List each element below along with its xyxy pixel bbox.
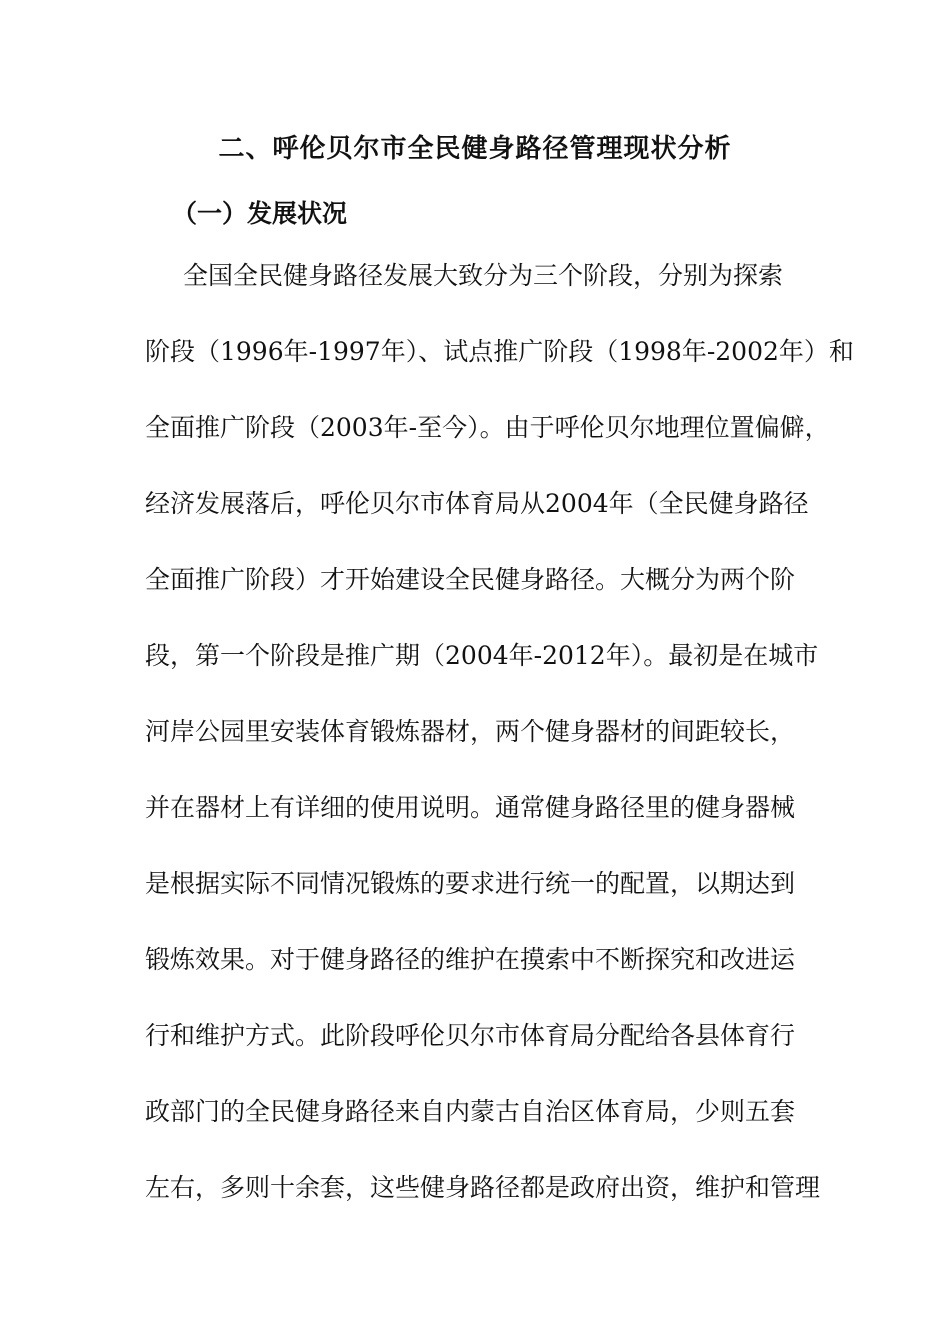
paragraph-line: 段，第一个阶段是推广期（2004年-2012年）。最初是在城市 bbox=[145, 641, 819, 670]
section-heading: 二、呼伦贝尔市全民健身路径管理现状分析 bbox=[218, 134, 732, 164]
paragraph-line: 经济发展落后，呼伦贝尔市体育局从2004年（全民健身路径 bbox=[145, 489, 809, 518]
paragraph-line: 并在器材上有详细的使用说明。通常健身路径里的健身器械 bbox=[145, 793, 796, 822]
paragraph-line: 全面推广阶段）才开始建设全民健身路径。大概分为两个阶 bbox=[145, 565, 796, 594]
paragraph-line: 行和维护方式。此阶段呼伦贝尔市体育局分配给各县体育行 bbox=[145, 1021, 796, 1050]
paragraph-line: 是根据实际不同情况锻炼的要求进行统一的配置，以期达到 bbox=[145, 869, 796, 898]
paragraph-line: 左右，多则十余套，这些健身路径都是政府出资，维护和管理 bbox=[145, 1173, 821, 1202]
paragraph-line: 锻炼效果。对于健身路径的维护在摸索中不断探究和改进运 bbox=[145, 945, 796, 974]
body-paragraph bbox=[145, 258, 854, 1246]
paragraph-line: 政部门的全民健身路径来自内蒙古自治区体育局，少则五套 bbox=[145, 1097, 796, 1126]
paragraph-line: 全国全民健身路径发展大致分为三个阶段，分别为探索 bbox=[183, 261, 784, 290]
subsection-heading: （一）发展状况 bbox=[172, 199, 348, 228]
paragraph-line: 全面推广阶段（2003年-至今）。由于呼伦贝尔地理位置偏僻， bbox=[145, 413, 830, 442]
paragraph-line: 河岸公园里安装体育锻炼器材，两个健身器材的间距较长， bbox=[145, 717, 796, 746]
paragraph-line: 阶段（1996年-1997年）、试点推广阶段（1998年-2002年）和 bbox=[145, 337, 854, 366]
